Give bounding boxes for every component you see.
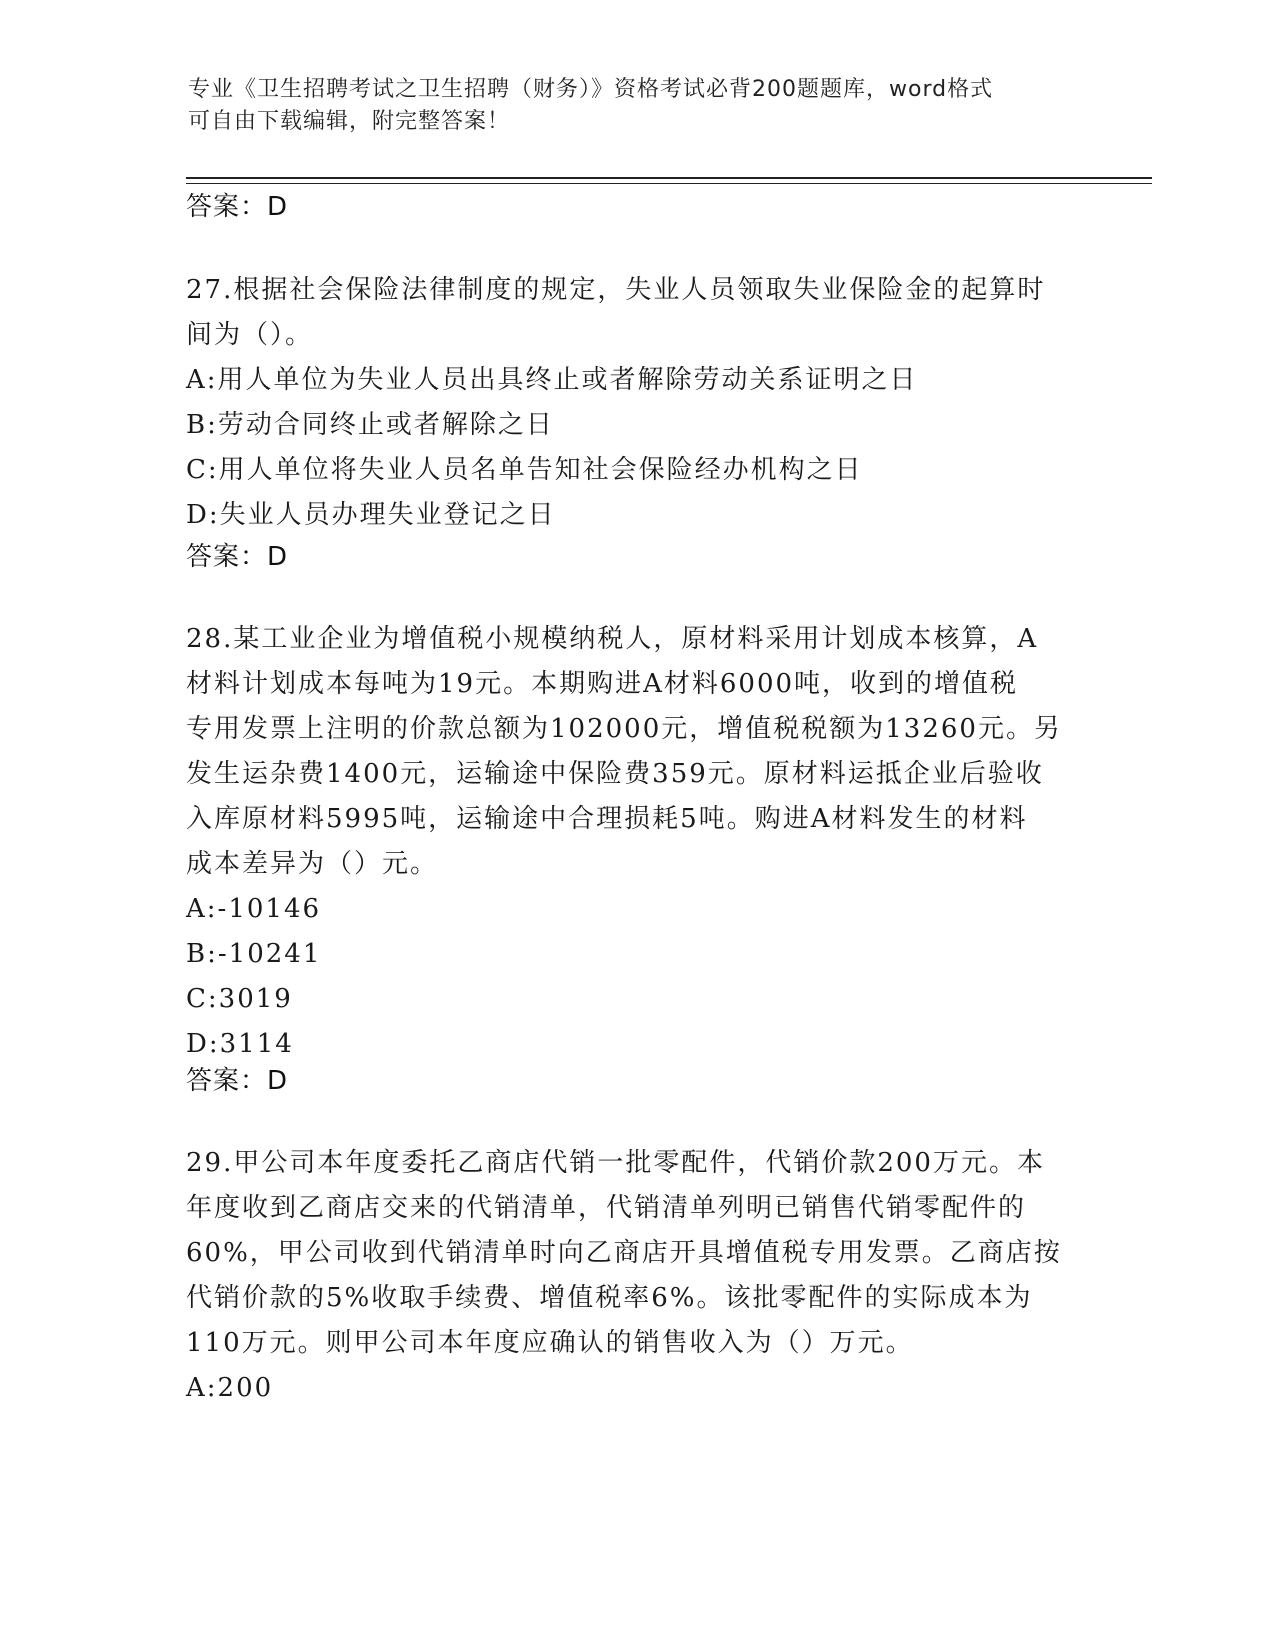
option-a: A:200 [186,1373,274,1403]
document-header [188,74,1088,138]
question-stem-line: 成本差异为（）元。 [186,849,439,879]
question-stem-line: 110万元。则甲公司本年度应确认的销售收入为（）万元。 [186,1328,914,1358]
option-b: B:劳动合同终止或者解除之日 [186,410,554,440]
option-b: B:-10241 [186,939,322,969]
option-a: A:-10146 [186,894,322,924]
option-c: C:3019 [186,984,293,1014]
question-stem-line: 专用发票上注明的价款总额为102000元，增值税税额为13260元。另 [186,714,1062,744]
question-stem-line: 60%，甲公司收到代销清单时向乙商店开具增值税专用发票。乙商店按 [186,1238,1062,1268]
answer-label: 答案：D [186,1066,289,1096]
question-27 [186,268,1086,538]
header-line-1: 专业《卫生招聘考试之卫生招聘（财务）》资格考试必背200题题库，word格式 [188,77,994,102]
answer-label: 答案：D [186,192,289,222]
question-stem-line: 27.根据社会保险法律制度的规定，失业人员领取失业保险金的起算时 [186,275,1046,305]
question-stem-line: 29.甲公司本年度委托乙商店代销一批零配件，代销价款200万元。本 [186,1148,1045,1178]
question-stem-line: 年度收到乙商店交来的代销清单，代销清单列明已销售代销零配件的 [186,1193,1027,1223]
question-stem-line: 间为（）。 [186,320,314,350]
option-c: C:用人单位将失业人员名单告知社会保险经办机构之日 [186,455,863,485]
question-28 [186,617,1086,1067]
header-divider-thin [186,183,1152,184]
header-divider-thick [186,177,1152,179]
question-29 [186,1141,1086,1411]
question-stem-line: 入库原材料5995吨，运输途中合理损耗5吨。购进A材料发生的材料 [186,804,1028,834]
question-stem-line: 代销价款的5%收取手续费、增值税率6%。该批零配件的实际成本为 [186,1283,1033,1313]
answer-label: 答案：D [186,542,289,572]
question-stem-line: 发生运杂费1400元，运输途中保险费359元。原材料运抵企业后验收 [186,759,1044,789]
question-stem-line: 28.某工业企业为增值税小规模纳税人，原材料采用计划成本核算，A [186,624,1039,654]
question-stem-line: 材料计划成本每吨为19元。本期购进A材料6000吨，收到的增值税 [186,669,1019,699]
option-d: D:失业人员办理失业登记之日 [186,500,556,530]
option-a: A:用人单位为失业人员出具终止或者解除劳动关系证明之日 [186,365,918,395]
option-d: D:3114 [186,1029,294,1059]
header-line-2: 可自由下载编辑，附完整答案！ [188,109,511,134]
